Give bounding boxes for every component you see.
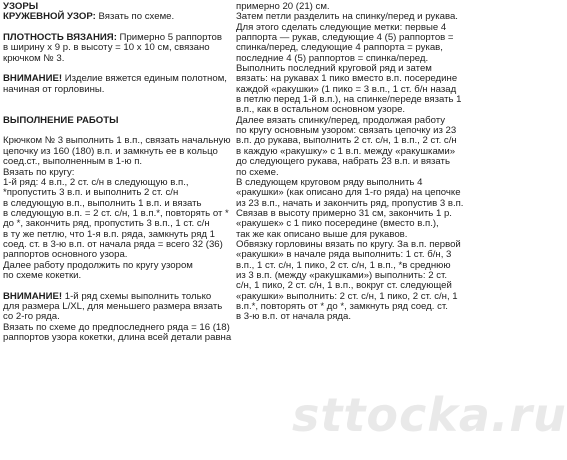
- body-line: до *, закончить ряд, пропустить 3 в.п., 1 ст. с/н: [3, 218, 210, 230]
- right-line: из 3 в.п. (между «ракушками») выполнить: 2 ст.: [236, 269, 447, 281]
- right-column: [236, 1, 464, 323]
- left-column: [3, 2, 230, 343]
- body-line: 1-й ряд: 4 в.п., 2 ст. с/н в следующую в.п.,: [3, 176, 189, 188]
- density-text: Примерно 5 раппортов: [116, 32, 222, 44]
- attention-note-2-line: раппортов узора кокетки, длина всей детали равна: [3, 332, 232, 343]
- right-line: каждой «ракушки» (1 пико = 3 в.п., 1 ст. б/н назад: [236, 83, 457, 95]
- body-line: Крючком № 3 выполнить 1 в.п., связать начальную: [3, 135, 231, 147]
- attention-note-2-line: для размера L/XL, для меньшего размера вязать: [3, 300, 223, 312]
- body-line: цепочку из 160 (180) в.п. и замкнуть ее в кольцо: [3, 145, 218, 157]
- body-line: Вязать по кругу:: [3, 166, 75, 178]
- attention-label-1: ВНИМАНИЕ!: [3, 73, 63, 85]
- right-line: в.п. до рукава, выполнить 2 ст. с/н, 1 в.п., 2 ст. с/н: [236, 135, 457, 147]
- density-line-3: крючком № 3.: [3, 52, 65, 64]
- right-line: вязать: на рукавах 1 пико вместо в.п. посередине: [236, 73, 458, 85]
- right-line: Затем петли разделить на спинку/перед и рукава.: [236, 11, 458, 23]
- right-line: по схеме.: [236, 166, 279, 178]
- right-line: так же как описано выше для рукавов.: [236, 228, 408, 240]
- density-line-2: в ширину х 9 р. в высоту = 10 х 10 см, связано: [3, 42, 210, 54]
- body-line: раппортов основного узора.: [3, 249, 128, 261]
- right-line: последние 4 (5) раппортов = спинка/перед.: [236, 52, 429, 64]
- body-line: Далее работу продолжить по кругу узором: [3, 259, 193, 271]
- right-line: «ракушки» (как описано для 1-го ряда) на цепочке: [236, 187, 461, 199]
- right-line: до следующего рукава, набрать 23 в.п. и вязать: [236, 156, 450, 168]
- body-line: в ту же петлю, что 1-я в.п. ряда, замкнуть ряд 1: [3, 228, 216, 240]
- attention-note-1-line-2: начиная от горловины.: [3, 83, 105, 95]
- right-line: Обвязку горловины вязать по кругу. За в.п. первой: [236, 238, 461, 250]
- body-line: в следующую в.п., выполнить 1 в.п. и вязать: [3, 197, 202, 209]
- right-line: в.п.*, повторять от * до *, замкнуть ряд соед. ст.: [236, 300, 448, 312]
- right-line: в 3-ю в.п. от начала ряда.: [236, 311, 352, 323]
- density-label: ПЛОТНОСТЬ ВЯЗАНИЯ:: [3, 32, 117, 44]
- attention-text-1: Изделие вяжется единым полотном,: [62, 73, 227, 85]
- right-line: Связав в высоту примерно 31 см, закончить 1 р.: [236, 207, 452, 219]
- attention-note-2-line: Вязать по схеме до предпоследнего ряда = 16 (18): [3, 321, 230, 333]
- attention-label-2: ВНИМАНИЕ!: [3, 290, 63, 302]
- right-line: Выполнить последний круговой ряд и затем: [236, 63, 432, 75]
- right-line: в каждую «ракушку» с 1 в.п. между «ракушками»: [236, 145, 456, 157]
- right-line: в.п., 1 ст. с/н, 1 пико, 2 ст. с/н, 1 в.п., *в среднюю: [236, 259, 451, 271]
- right-line: раппорта — рукав, следующие 4 (5) раппортов =: [236, 32, 454, 44]
- pattern-text: Вязать по схеме.: [95, 11, 175, 23]
- right-line: по кругу основным узором: связать цепочку из 23: [236, 125, 457, 137]
- right-line: Далее вязать спинку/перед, продолжая работу: [236, 114, 446, 126]
- right-line: «ракушки» в начале ряда выполнить: 1 ст. б/н, 3: [236, 249, 452, 261]
- body-line: в следующую в.п. = 2 ст. с/н, 1 в.п.*, повторять от *: [3, 207, 229, 219]
- right-line: В следующем круговом ряду выполнить 4: [236, 176, 423, 188]
- pattern-line: [3, 12, 230, 22]
- right-line: в.п., как в остальном основном узоре.: [236, 104, 406, 116]
- right-line: спинка/перед, следующие 4 раппорта = рукав,: [236, 42, 443, 54]
- body-line: по схеме кокетки.: [3, 269, 82, 281]
- right-line: «ракушки» выполнить: 2 ст. с/н, 1 пико, 2 ст. с/н, 1: [236, 290, 458, 302]
- pattern-label: КРУЖЕВНОЙ УЗОР:: [3, 11, 96, 23]
- watermark-logo: sttocka.ru: [292, 388, 567, 442]
- body-line: *пропустить 3 в.п. и выполнить 2 ст. с/н: [3, 187, 179, 199]
- body-line: соед.ст., выполненным в 1-ю п.: [3, 156, 143, 168]
- right-line: «ракушек» с 1 пико посередине (вместо в.п.),: [236, 218, 439, 230]
- right-line: в петлю перед 1-й в.п.), на спинке/переде вязать 1: [236, 94, 462, 106]
- section-heading-work: ВЫПОЛНЕНИЕ РАБОТЫ: [3, 114, 119, 126]
- body-line: соед. ст. в 3-ю в.п. от начала ряда = всего 32 (36): [3, 238, 223, 250]
- right-line: примерно 20 (21) см.: [236, 1, 330, 12]
- attention-text-2: 1-й ряд схемы выполнить только: [62, 290, 212, 302]
- right-line: Для этого сделать следующие метки: первые 4: [236, 21, 447, 33]
- attention-note-2-line: со 2-го ряда.: [3, 311, 60, 323]
- right-line: из 23 в.п., начать и закончить ряд, пропустив 3 в.п.: [236, 197, 464, 209]
- right-line: с/н, 1 пико, 2 ст. с/н, 1 в.п., вокруг ст. следующей: [236, 280, 452, 292]
- section-heading-patterns: УЗОРЫ: [3, 1, 39, 12]
